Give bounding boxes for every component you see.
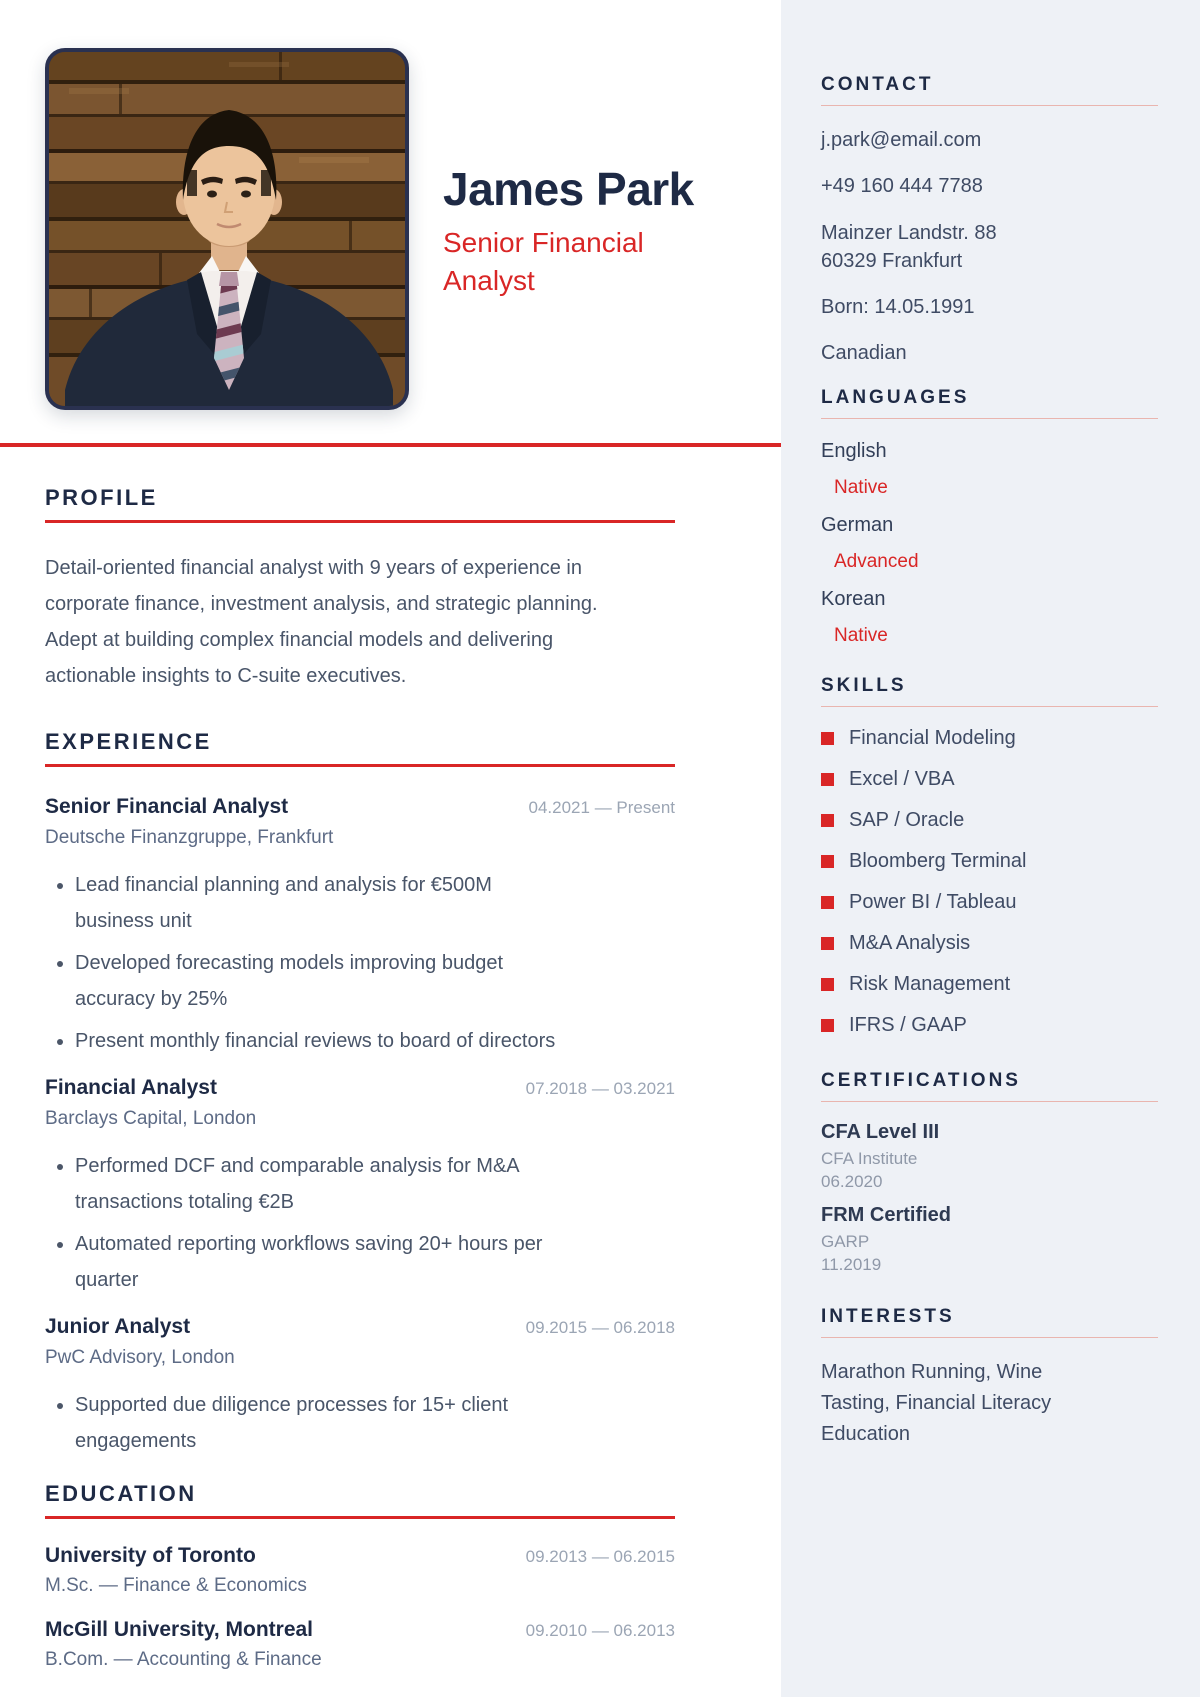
section-underline: [45, 1516, 675, 1519]
certification-name: CFA Level III: [821, 1121, 940, 1143]
language-name: German: [821, 514, 894, 536]
job-bullets: [45, 1148, 567, 1298]
address-line-1: Mainzer Landstr. 88: [821, 222, 997, 244]
certification-org: GARP: [821, 1232, 870, 1251]
experience-section: [0, 729, 781, 1459]
skill-bullet-square: [821, 1019, 834, 1032]
certification-date: 06.2020: [821, 1172, 883, 1191]
skills-heading: SKILLS: [821, 675, 907, 696]
profile-photo: [45, 48, 409, 410]
education-dates: 09.2010 — 06.2013: [525, 1621, 675, 1640]
job-dates: 04.2021 — Present: [528, 798, 675, 817]
education-heading: EDUCATION: [45, 1481, 197, 1506]
job-dates: 07.2018 — 03.2021: [525, 1079, 675, 1098]
job-bullet: • Developed forecasting models improving budget accuracy by 25%: [75, 945, 567, 1017]
skill-bullet-square: [821, 773, 834, 786]
skill-label: Excel / VBA: [849, 768, 955, 790]
job-company: Barclays Capital, London: [45, 1108, 257, 1129]
job-title: Financial Analyst: [45, 1076, 217, 1099]
skill-label: SAP / Oracle: [849, 809, 965, 831]
contact-address: [821, 219, 1158, 275]
languages-heading: LANGUAGES: [821, 387, 970, 408]
job-company: PwC Advisory, London: [45, 1347, 235, 1368]
interests-text: Marathon Running, Wine Tasting, Financial Literacy Education: [821, 1361, 1052, 1445]
education-title-row: [45, 1617, 675, 1642]
contact-phone: +49 160 444 7788: [821, 175, 983, 197]
skill-bullet-square: [821, 978, 834, 991]
education-title-row: [45, 1543, 675, 1568]
job-title: Junior Analyst: [45, 1315, 191, 1338]
contact-heading: CONTACT: [821, 74, 934, 95]
skill-item: [821, 889, 1158, 916]
skill-item: [821, 1012, 1158, 1039]
profile-section: [0, 485, 781, 694]
skill-item: [821, 766, 1158, 793]
language-name: Korean: [821, 588, 886, 610]
skills-list: [821, 725, 1158, 1039]
contact-email: j.park@email.com: [821, 129, 982, 151]
skill-item: [821, 848, 1158, 875]
profile-heading: PROFILE: [45, 485, 158, 510]
job-title-row: [45, 1314, 675, 1339]
section-underline: [821, 706, 1158, 707]
skill-item: [821, 930, 1158, 957]
skill-item: [821, 807, 1158, 834]
job-bullet: • Lead financial planning and analysis for €500M business unit: [75, 867, 567, 939]
skills-section: [821, 675, 1158, 1039]
certifications-section: [821, 1070, 1158, 1276]
skill-item: [821, 725, 1158, 752]
header-divider: [0, 443, 781, 447]
certifications-heading: CERTIFICATIONS: [821, 1070, 1021, 1091]
skill-bullet-square: [821, 814, 834, 827]
job-bullet: • Performed DCF and comparable analysis for M&A transactions totaling €2B: [75, 1148, 567, 1220]
job-title: Senior Financial Analyst: [45, 795, 289, 818]
school-name: McGill University, Montreal: [45, 1618, 314, 1641]
languages-list: [821, 438, 1158, 649]
job-entry: [45, 1314, 781, 1459]
job-bullet: • Supported due diligence processes for 15+ client engagements: [75, 1387, 567, 1459]
language-name: English: [821, 440, 887, 462]
section-underline: [821, 1337, 1158, 1338]
job-entry: [45, 794, 781, 1059]
section-underline: [821, 105, 1158, 106]
degree: M.Sc. — Finance & Economics: [45, 1575, 307, 1596]
skill-label: Bloomberg Terminal: [849, 850, 1027, 872]
section-underline: [821, 418, 1158, 419]
job-entry: [45, 1075, 781, 1298]
job-company: Deutsche Finanzgruppe, Frankfurt: [45, 827, 334, 848]
certification-org: CFA Institute: [821, 1149, 918, 1168]
language-level: Advanced: [834, 551, 919, 572]
contact-nationality: Canadian: [821, 342, 907, 364]
job-bullet: • Present monthly financial reviews to board of directors: [75, 1023, 567, 1059]
skill-label: IFRS / GAAP: [849, 1014, 967, 1036]
section-underline: [45, 520, 675, 523]
education-entry: [45, 1617, 781, 1671]
education-entry: [45, 1543, 781, 1597]
skill-label: Financial Modeling: [849, 727, 1016, 749]
interests-heading: INTERESTS: [821, 1306, 955, 1327]
education-dates: 09.2013 — 06.2015: [525, 1547, 675, 1566]
experience-heading: EXPERIENCE: [45, 729, 212, 754]
job-title-row: [45, 1075, 675, 1100]
sidebar: [781, 0, 1200, 1697]
language-level: Native: [834, 477, 888, 498]
name-block: [443, 48, 694, 410]
skill-bullet-square: [821, 937, 834, 950]
job-title-row: [45, 794, 675, 819]
certification-name: FRM Certified: [821, 1204, 951, 1226]
job-bullet: • Automated reporting workflows saving 20+ hours per quarter: [75, 1226, 567, 1298]
job-bullets: [45, 1387, 567, 1459]
interests-section: [821, 1306, 1158, 1450]
certification-entry: [821, 1119, 1158, 1193]
skill-bullet-square: [821, 855, 834, 868]
education-section: [0, 1481, 781, 1671]
address-line-2: 60329 Frankfurt: [821, 250, 963, 272]
profile-text: Detail-oriented financial analyst with 9 years of experience in corporate finance, investment analysis, and strategic planning. Adept at building complex financial models and delivering actionable insights to C-suite executives.: [45, 557, 598, 687]
school-name: University of Toronto: [45, 1544, 256, 1567]
contact-section: [821, 74, 1158, 367]
skill-bullet-square: [821, 896, 834, 909]
section-underline: [821, 1101, 1158, 1102]
skill-label: Power BI / Tableau: [849, 891, 1017, 913]
skill-bullet-square: [821, 732, 834, 745]
skill-label: Risk Management: [849, 973, 1011, 995]
name: James Park: [443, 163, 694, 215]
headline: Senior Financial Analyst: [443, 227, 644, 296]
certification-entry: [821, 1202, 1158, 1276]
skill-item: [821, 971, 1158, 998]
portrait-illustration: [49, 52, 405, 406]
degree: B.Com. — Accounting & Finance: [45, 1649, 322, 1670]
header: [45, 48, 781, 410]
section-underline: [45, 764, 675, 767]
job-bullets: [45, 867, 567, 1059]
skill-label: M&A Analysis: [849, 932, 971, 954]
certification-date: 11.2019: [821, 1255, 882, 1274]
language-level: Native: [834, 625, 888, 646]
job-dates: 09.2015 — 06.2018: [525, 1318, 675, 1337]
languages-section: [821, 387, 1158, 649]
contact-born: Born: 14.05.1991: [821, 296, 975, 318]
